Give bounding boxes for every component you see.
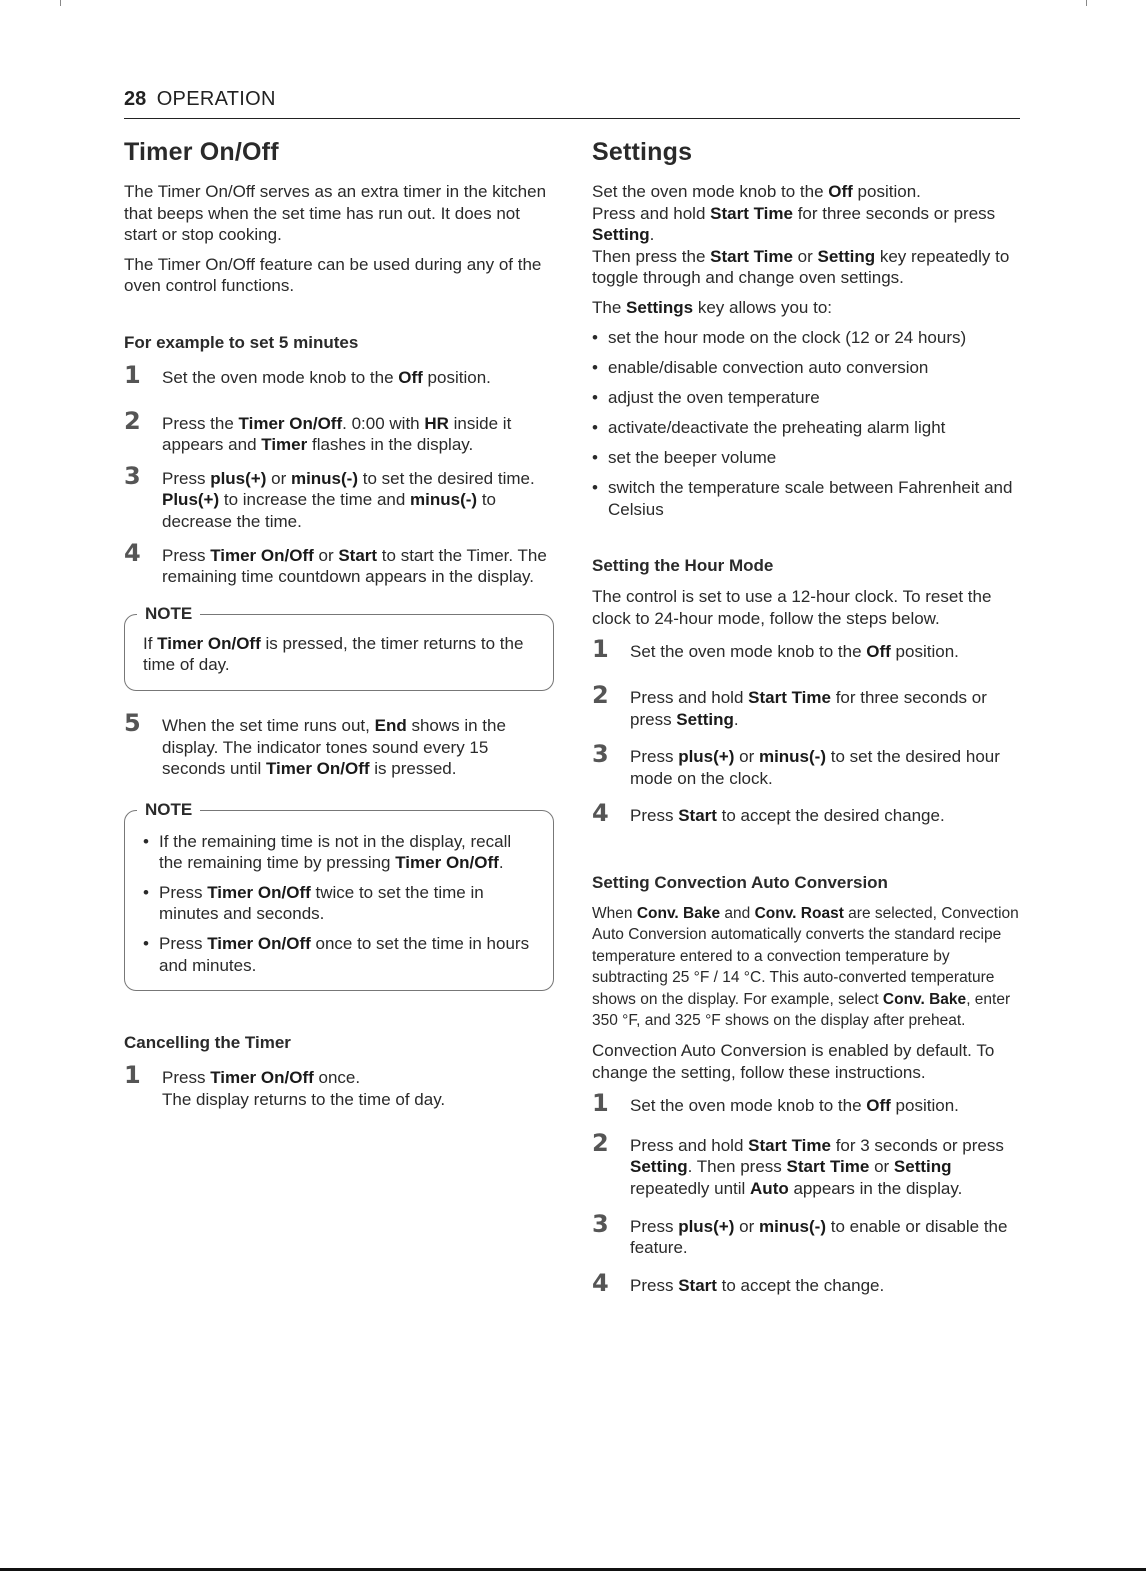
note-bold: Timer On/Off [207, 934, 311, 954]
step-bold: Setting [630, 1157, 688, 1177]
step-number: 1 [592, 1089, 609, 1118]
step-bold: Timer On/Off [238, 413, 343, 433]
step-text: shows in the display. The indicator tones sound every 15 seconds until [162, 715, 506, 779]
example-heading: For example to set 5 minutes [124, 332, 359, 352]
step-bold: plus(+) [678, 747, 735, 767]
settings-para-3 [592, 246, 1024, 289]
para-bold: Settings [626, 297, 694, 317]
conv-step-1 [592, 1089, 1024, 1118]
bullet-item: • activate/deactivate the preheating alarm light [592, 417, 1024, 439]
step-bold: Start [678, 1275, 717, 1295]
settings-para-4 [592, 297, 1024, 319]
note-text: . [498, 853, 504, 873]
step-text: or [266, 468, 291, 488]
step-number: 3 [124, 461, 141, 490]
bullet-item: • set the beeper volume [592, 447, 1024, 469]
note-item [143, 933, 537, 976]
settings-title: Settings [592, 138, 693, 166]
para-text: key allows you to: [693, 297, 832, 317]
step-text: Press the [162, 413, 239, 433]
step-text: for three seconds or press [630, 688, 987, 729]
hour-step-3 [592, 740, 1024, 789]
para-text: , enter 350 °F, and 325 °F shows on the display after preheat. [592, 990, 1011, 1030]
step-number: 1 [124, 1061, 141, 1090]
right-column [592, 132, 1024, 1296]
step-text: or [734, 747, 759, 767]
step-number: 3 [592, 1209, 609, 1238]
step-text: or [869, 1157, 894, 1177]
step-text: to increase the time and [219, 490, 411, 510]
step-bold: Timer On/Off [210, 545, 314, 565]
step-text: position. [890, 642, 959, 662]
settings-para-1 [592, 181, 1024, 203]
para-bold: Start Time [710, 203, 793, 223]
conv-para-2: Convection Auto Conversion is enabled by default. To change the setting, follow these instructions. [592, 1040, 995, 1082]
step-bold: HR [424, 413, 449, 433]
note-bold: Timer On/Off [207, 882, 311, 902]
para-text: When [592, 904, 637, 922]
step-bold: Setting [893, 1157, 952, 1177]
para-bold: Start Time [710, 246, 793, 266]
note-box-remaining-time [124, 799, 554, 992]
step-text: to accept the desired change. [716, 806, 945, 826]
para-bold: Conv. Roast [754, 904, 844, 922]
step-text: The display returns to the time of day. [162, 1089, 446, 1109]
step-text: When the set time runs out, [162, 715, 375, 735]
step-text: Press [162, 545, 211, 565]
step-text: Press and hold [630, 688, 749, 707]
para-bold: Setting [817, 246, 876, 266]
para-text: position. [852, 182, 921, 201]
note-text: is pressed, the timer returns to the time of day. [143, 633, 524, 675]
step-text: position. [422, 367, 491, 387]
note-bold: Timer On/Off [157, 633, 261, 653]
hour-mode-heading: Setting the Hour Mode [592, 556, 774, 576]
step-number: 5 [124, 708, 141, 737]
step-text: position. [890, 1096, 959, 1116]
step-text: Set the oven mode knob to the [630, 1096, 867, 1116]
section-title: OPERATION [156, 88, 276, 110]
settings-bullets [592, 327, 1024, 521]
step-bold: Setting [676, 709, 734, 729]
step-bold: Timer On/Off [265, 759, 370, 779]
step-bold: Start [338, 545, 378, 565]
bullet-item: • enable/disable convection auto conversion [592, 357, 1024, 379]
step-bold: Start Time [748, 1135, 831, 1155]
cancel-step-1 [124, 1061, 554, 1110]
step-text: Press [162, 1068, 211, 1088]
para-text: The [592, 297, 627, 317]
note-text: Press [159, 934, 208, 954]
step-text: Set the oven mode knob to the [630, 642, 867, 662]
settings-para-2 [592, 203, 1024, 246]
step-bold: minus(-) [758, 1216, 826, 1236]
note-text: twice to set the time in minutes and seconds. [159, 882, 484, 924]
step-bold: minus(-) [290, 468, 358, 488]
step-bold: plus(+) [678, 1216, 735, 1236]
note-text: If the remaining time is not in the display, recall the remaining time by pressing [159, 831, 512, 873]
timer-step-4 [124, 538, 554, 588]
step-text: to start the Timer. The remaining time countdown appears in the display. [162, 545, 547, 587]
step-bold: Start Time [786, 1157, 870, 1177]
para-text: Then press the [592, 246, 711, 266]
hour-step-4 [592, 799, 1024, 828]
note-label: NOTE [137, 799, 200, 821]
hour-step-1 [592, 635, 1024, 664]
para-text: are selected, Convection Auto Conversion automatically converts the standard recipe temperature entered to a convection temperature by subtracting 25 °F / 14 °C. This auto-converted temperature shows on the display. For example, select [592, 904, 1019, 1008]
step-text: Press and hold [630, 1135, 749, 1155]
bullet-item: • adjust the oven temperature [592, 387, 1024, 409]
conv-step-3 [592, 1209, 1024, 1259]
para-bold: Conv. Bake [636, 904, 721, 922]
step-number: 1 [592, 635, 609, 664]
step-bold: Off [398, 367, 423, 387]
conv-step-4 [592, 1268, 1024, 1297]
step-bold: minus(-) [758, 747, 826, 767]
step-text: to decrease the time. [162, 490, 496, 531]
step-bold: End [374, 715, 407, 735]
para-bold: Setting [592, 225, 650, 245]
step-text: . 0:00 with [342, 413, 425, 433]
step-text: Press [630, 747, 679, 767]
step-text: . Then press [687, 1157, 787, 1177]
step-bold: Start Time [748, 688, 831, 707]
step-text: to set the desired time. [358, 468, 535, 488]
step-text: or [313, 545, 339, 565]
timer-intro-1: The Timer On/Off serves as an extra timer in the kitchen that beeps when the set time has run out. It does not start or stop cooking. [124, 182, 547, 245]
step-bold: Auto [750, 1178, 789, 1198]
conv-heading: Setting Convection Auto Conversion [592, 872, 888, 892]
step-bold: Off [866, 1096, 891, 1116]
step-bold: plus(+) [210, 468, 267, 488]
note-bold: Timer On/Off [395, 853, 499, 873]
step-text: for 3 seconds or press [830, 1135, 1004, 1155]
hour-mode-intro: The control is set to use a 12-hour clock. To reset the clock to 24-hour mode, follow the steps below. [592, 587, 992, 628]
conv-para-1 [592, 903, 1024, 1032]
para-bold: Conv. Bake [882, 990, 967, 1008]
para-text: Set the oven mode knob to the [592, 182, 829, 201]
note-label: NOTE [137, 603, 200, 625]
step-text: to set the desired hour mode on the clock. [630, 747, 1000, 788]
step-text: to accept the change. [716, 1275, 885, 1295]
step-text: Press [162, 468, 211, 488]
step-bold: Start [678, 806, 717, 826]
step-text: to enable or disable the feature. [630, 1216, 1008, 1258]
step-number: 1 [124, 360, 141, 389]
step-bold: Timer On/Off [210, 1068, 314, 1088]
step-text: . [733, 709, 739, 729]
step-bold: Plus(+) [162, 490, 220, 510]
scan-tick [1086, 0, 1087, 6]
step-number: 3 [592, 740, 609, 769]
note-text: If [143, 633, 158, 653]
note-text: Press [159, 882, 208, 902]
hour-step-2 [592, 681, 1024, 730]
timer-step-1 [124, 360, 554, 389]
para-bold: Off [828, 182, 853, 201]
scan-top-edge [0, 0, 1146, 3]
step-number: 2 [592, 1128, 609, 1157]
step-text: once. [313, 1068, 361, 1088]
para-text: and [720, 904, 755, 922]
timer-intro-2: The Timer On/Off feature can be used during any of the oven control functions. [124, 254, 542, 296]
timer-step-2 [124, 406, 554, 456]
note-box-timer-pressed [124, 603, 554, 691]
cancel-heading: Cancelling the Timer [124, 1033, 291, 1053]
step-text: Press [630, 1275, 679, 1295]
step-text: Set the oven mode knob to the [162, 367, 399, 387]
left-column [124, 132, 554, 1110]
step-text: repeatedly until [630, 1178, 751, 1198]
para-text: for three seconds or press [792, 203, 996, 223]
step-number: 4 [124, 538, 141, 567]
note-text: once to set the time in hours and minutes. [159, 934, 530, 975]
bullet-item: • switch the temperature scale between Fahrenheit and Celsius [592, 477, 1024, 520]
bullet-item: • set the hour mode on the clock (12 or 24 hours) [592, 327, 1024, 349]
para-text: . [649, 225, 655, 245]
step-text: flashes in the display. [307, 435, 474, 455]
para-text: key repeatedly to toggle through and change oven settings. [592, 246, 1010, 288]
step-text: is pressed. [369, 759, 457, 779]
para-text: Press and hold [592, 203, 711, 223]
timer-step-3 [124, 461, 554, 533]
note-list [143, 831, 537, 977]
para-text: or [792, 246, 818, 266]
step-number: 2 [124, 406, 141, 435]
conv-step-2 [592, 1128, 1024, 1200]
step-text: inside it appears and [162, 413, 512, 455]
step-text: or [734, 1216, 759, 1236]
step-number: 4 [592, 1268, 609, 1297]
page-header [124, 88, 1020, 119]
scan-tick [60, 0, 61, 6]
timer-step-5 [124, 708, 554, 780]
step-bold: minus(-) [410, 490, 478, 510]
timer-title: Timer On/Off [124, 138, 279, 166]
step-bold: Timer [261, 435, 308, 455]
step-text: appears in the display. [788, 1178, 963, 1198]
step-bold: Off [866, 642, 891, 662]
step-number: 2 [592, 681, 609, 709]
step-text: Press [630, 1216, 679, 1236]
step-text: Press [630, 806, 679, 826]
note-item [143, 831, 537, 874]
step-number: 4 [592, 799, 609, 828]
page-number: 28 [124, 88, 147, 110]
note-item [143, 882, 537, 925]
